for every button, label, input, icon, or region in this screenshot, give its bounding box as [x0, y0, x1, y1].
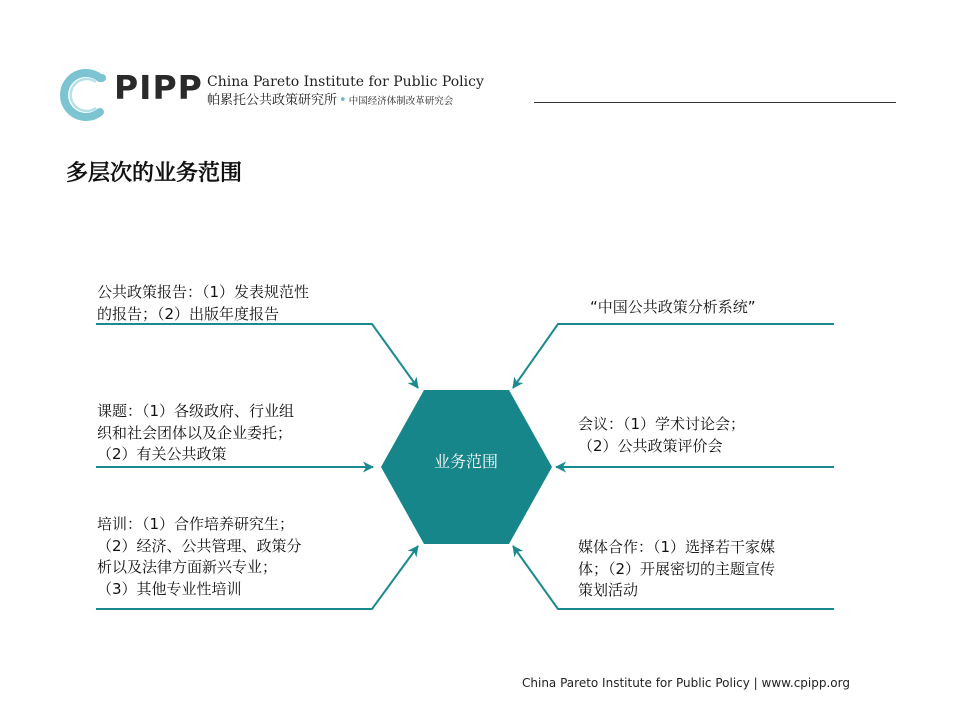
block-line: 体；（2）开展密切的主题宣传 [578, 559, 776, 578]
block-line: 课题：（1）各级政府、行业组 [97, 402, 295, 420]
block-line: （2）公共政策评价会 [578, 436, 723, 455]
block-line: （3）其他专业性培训 [97, 579, 242, 598]
scope-block-conferences [578, 414, 745, 457]
scope-block-policy-reports [97, 282, 309, 325]
footer-text: China Pareto Institute for Public Policy | www.cpipp.org [522, 676, 850, 690]
block-line: （2）经济、公共管理、政策分 [97, 536, 302, 555]
connector-left-top [96, 324, 418, 388]
block-line: 的报告；（2）出版年度报告 [97, 304, 280, 323]
block-line: 培训：（1）合作培养研究生； [97, 515, 295, 533]
block-line: 析以及法律方面新兴专业； [97, 558, 278, 576]
page-title: 多层次的业务范围 [66, 161, 243, 186]
block-line: 媒体合作：（1）选择若干家媒 [578, 538, 776, 556]
block-line: 会议：（1）学术讨论会； [578, 415, 746, 433]
org-affiliation-cn: 中国经济体制改革研究会 [348, 96, 454, 107]
block-line: “中国公共政策分析系统” [590, 298, 756, 316]
org-name-en: China Pareto Institute for Public Policy [207, 74, 484, 90]
scope-block-research-projects [97, 401, 294, 466]
block-line: 公共政策报告：（1）发表规范性 [97, 283, 310, 301]
logo-acronym: PIPP [114, 68, 203, 107]
scope-block-training [97, 514, 302, 600]
scope-block-analysis-system [590, 297, 756, 319]
center-label: 业务范围 [433, 452, 498, 471]
block-line: 织和社会团体以及企业委托； [97, 423, 293, 442]
scope-block-media-cooperation [578, 537, 775, 602]
connector-right-top [513, 324, 834, 388]
org-name-cn: 帕累托公共政策研究所 [207, 93, 338, 108]
block-line: 策划活动 [578, 581, 639, 599]
block-line: （2）有关公共政策 [97, 445, 227, 463]
separator-dot-icon: • [339, 93, 347, 108]
